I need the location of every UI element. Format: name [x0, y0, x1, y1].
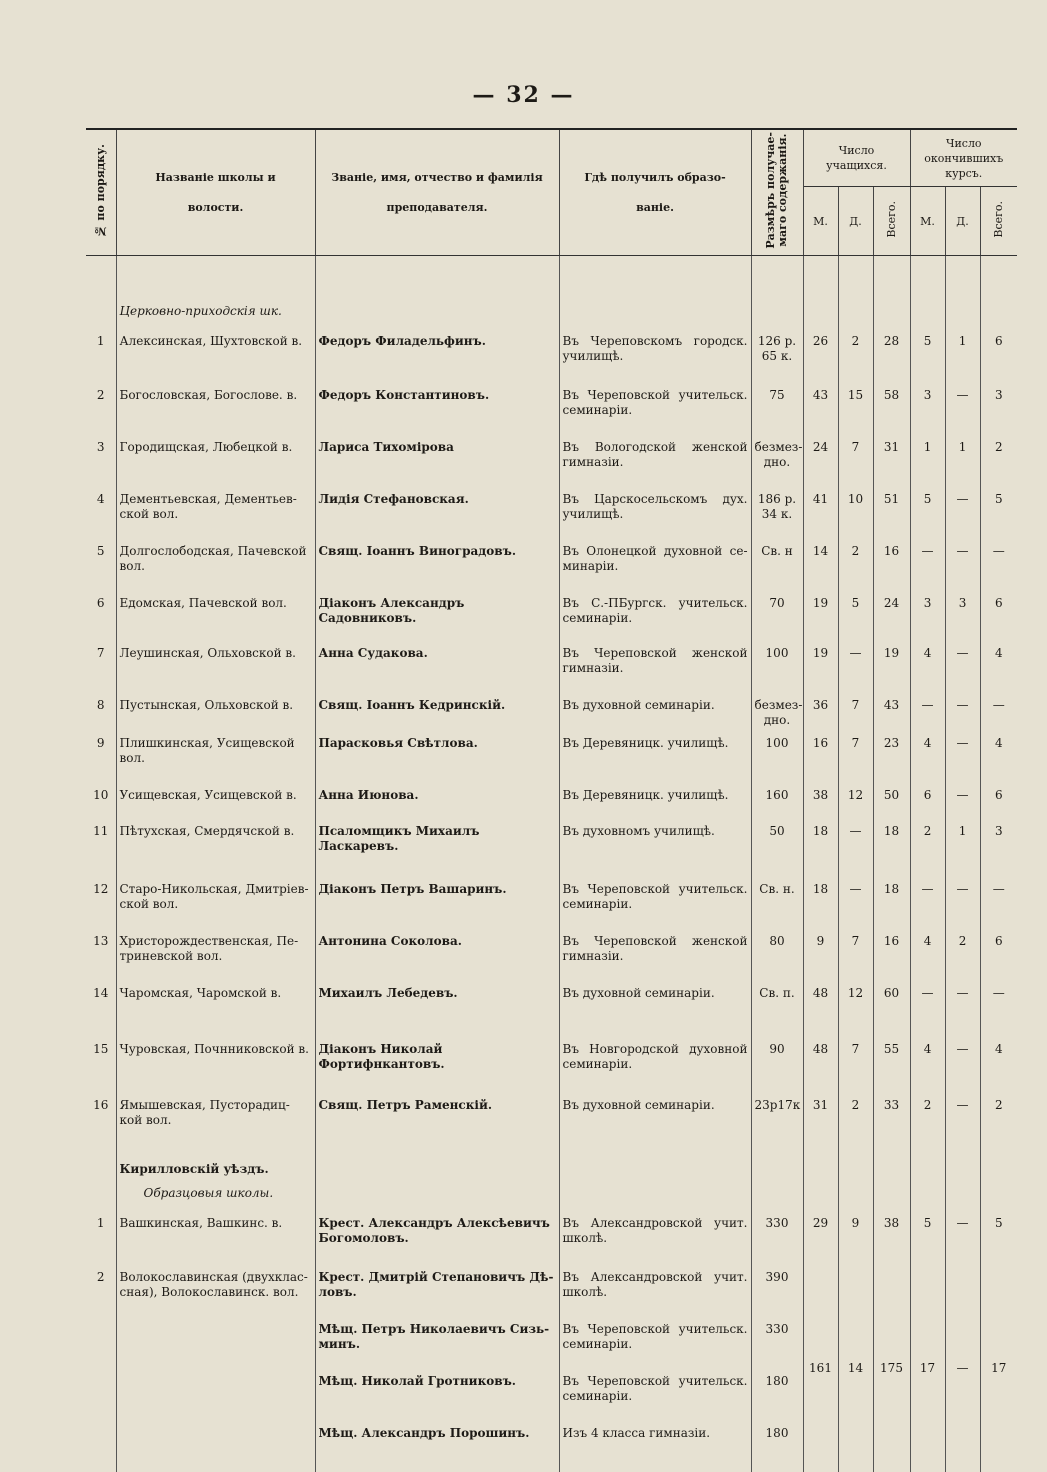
cell-teacher: Мѣщ. Николай Гротниковъ.	[315, 1368, 559, 1420]
table-row	[86, 538, 1017, 590]
cell-edu: Въ Череповской учительск. семинаріи.	[559, 1368, 751, 1420]
cell-sm: 29	[803, 1210, 838, 1264]
cell-salary: 100	[751, 640, 803, 692]
cell-sd: —	[838, 640, 873, 692]
cell-gt: 3	[980, 382, 1017, 434]
cell-edu: Въ духовной семинаріи.	[559, 1092, 751, 1150]
cell-sm: 48	[803, 1036, 838, 1092]
cell-gd: —	[945, 876, 980, 928]
cell-sd: 12	[838, 980, 873, 1036]
cell-st: 28	[873, 328, 910, 382]
cell-school: Волокославинская (двухклас-сная), Волокославинск. вол.	[116, 1264, 315, 1472]
cell-gm: 5	[910, 328, 945, 382]
cell-salary: 330	[751, 1210, 803, 1264]
cell-gd: 3	[945, 590, 980, 640]
cell-gm: 3	[910, 382, 945, 434]
cell-gd: —	[945, 640, 980, 692]
cell-sm: 161	[803, 1264, 838, 1472]
cell-edu: Въ Череповской учительск. семинаріи.	[559, 1316, 751, 1368]
cell-school: Едомская, Пачевской вол.	[116, 590, 315, 640]
header-school: Названіе школы и волости.	[116, 129, 315, 256]
cell-school: Старо-Никольская, Дмитріев-ской вол.	[116, 876, 315, 928]
table-row	[86, 590, 1017, 640]
table-row	[86, 730, 1017, 782]
cell-gm: 4	[910, 928, 945, 980]
cell-st: 38	[873, 1210, 910, 1264]
section-title-model: Образцовыя школы.	[120, 1186, 312, 1201]
cell-teacher: Анна Июнова.	[315, 782, 559, 818]
cell-gm: 3	[910, 590, 945, 640]
table-row	[86, 980, 1017, 1036]
cell-edu: Въ духовномъ училищѣ.	[559, 818, 751, 876]
cell-sm: 18	[803, 876, 838, 928]
cell-gd: 1	[945, 434, 980, 486]
cell-teacher: Діаконъ Петръ Вашаринъ.	[315, 876, 559, 928]
cell-n: 13	[86, 928, 116, 980]
header-students-total: Всего.	[873, 187, 910, 256]
cell-gm: —	[910, 538, 945, 590]
cell-edu: Въ Череповской женской гимназіи.	[559, 928, 751, 980]
table-row	[86, 782, 1017, 818]
cell-n: 5	[86, 538, 116, 590]
cell-sd: 2	[838, 538, 873, 590]
cell-sd: 7	[838, 692, 873, 730]
cell-school: Долгослободская, Пачевской вол.	[116, 538, 315, 590]
cell-gm: 2	[910, 1092, 945, 1150]
table-row	[86, 928, 1017, 980]
cell-teacher: Свящ. Іоаннъ Кедринскій.	[315, 692, 559, 730]
cell-edu: Въ духовной семинаріи.	[559, 692, 751, 730]
cell-n: 2	[86, 382, 116, 434]
cell-st: 58	[873, 382, 910, 434]
cell-sd: 14	[838, 1264, 873, 1472]
cell-sd: 2	[838, 328, 873, 382]
cell-edu: Въ Деревяницк. училищѣ.	[559, 730, 751, 782]
cell-teacher: Мѣщ. Петръ Николаевичъ Сизь-минъ.	[315, 1316, 559, 1368]
cell-school: Пустынская, Ольховской в.	[116, 692, 315, 730]
cell-gt: 5	[980, 486, 1017, 538]
header-students: Число учащихся.	[803, 129, 910, 187]
cell-n: 8	[86, 692, 116, 730]
cell-teacher: Крест. Александръ Алексѣевичъ Богомоловъ.	[315, 1210, 559, 1264]
table-header	[86, 129, 1017, 256]
cell-sd: —	[838, 818, 873, 876]
page-number: — 32 —	[0, 82, 1047, 108]
cell-gm: 17	[910, 1264, 945, 1472]
cell-gm: —	[910, 692, 945, 730]
cell-st: 55	[873, 1036, 910, 1092]
cell-sd: 5	[838, 590, 873, 640]
cell-teacher: Федоръ Константиновъ.	[315, 382, 559, 434]
cell-salary: 126 р. 65 к.	[751, 328, 803, 382]
cell-st: 16	[873, 928, 910, 980]
cell-sm: 18	[803, 818, 838, 876]
cell-st: 175	[873, 1264, 910, 1472]
cell-sm: 24	[803, 434, 838, 486]
cell-gt: 5	[980, 1210, 1017, 1264]
cell-school: Дементьевская, Дементьев-ской вол.	[116, 486, 315, 538]
table-row	[86, 1036, 1017, 1092]
table-body	[86, 256, 1017, 1472]
cell-salary: 50	[751, 818, 803, 876]
cell-n: 3	[86, 434, 116, 486]
cell-salary: 23р17к	[751, 1092, 803, 1150]
cell-teacher: Михаилъ Лебедевъ.	[315, 980, 559, 1036]
cell-sd: 7	[838, 730, 873, 782]
cell-sd: 9	[838, 1210, 873, 1264]
cell-salary: безмез-дно.	[751, 434, 803, 486]
cell-gt: 3	[980, 818, 1017, 876]
header-salary: Размѣръ получае- маго содержанія.	[751, 129, 803, 256]
cell-gd: 1	[945, 328, 980, 382]
cell-n: 15	[86, 1036, 116, 1092]
cell-edu: Въ Александровской учит. школѣ.	[559, 1210, 751, 1264]
cell-st: 18	[873, 818, 910, 876]
header-num: № по порядку.	[86, 129, 116, 256]
cell-gm: 6	[910, 782, 945, 818]
cell-gt: —	[980, 980, 1017, 1036]
cell-salary: 186 р. 34 к.	[751, 486, 803, 538]
cell-edu: Въ Царскосельскомъ дух. училищѣ.	[559, 486, 751, 538]
cell-sd: 12	[838, 782, 873, 818]
cell-teacher: Діаконъ Александръ Садовниковъ.	[315, 590, 559, 640]
table-row	[86, 1264, 1017, 1316]
cell-gt: 4	[980, 640, 1017, 692]
cell-n: 1	[86, 1210, 116, 1264]
cell-sd: 7	[838, 928, 873, 980]
cell-st: 50	[873, 782, 910, 818]
cell-salary: 180	[751, 1368, 803, 1420]
cell-salary: 160	[751, 782, 803, 818]
table-row	[86, 328, 1017, 382]
header-graduates-d: Д.	[945, 187, 980, 256]
cell-teacher: Мѣщ. Александръ Порошинъ.	[315, 1420, 559, 1472]
cell-gd: —	[945, 382, 980, 434]
cell-n: 11	[86, 818, 116, 876]
cell-edu: Въ Череповской учительск. семинаріи.	[559, 382, 751, 434]
cell-teacher: Діаконъ Николай Фортифнкантовъ.	[315, 1036, 559, 1092]
cell-school: Ямышевская, Пусторадиц-кой вол.	[116, 1092, 315, 1150]
cell-st: 60	[873, 980, 910, 1036]
cell-gd: —	[945, 538, 980, 590]
cell-n: 14	[86, 980, 116, 1036]
table-row	[86, 640, 1017, 692]
cell-n: 9	[86, 730, 116, 782]
cell-n: 10	[86, 782, 116, 818]
cell-gt: 6	[980, 328, 1017, 382]
cell-gt: 6	[980, 928, 1017, 980]
cell-sm: 9	[803, 928, 838, 980]
cell-gd: 2	[945, 928, 980, 980]
schools-table	[86, 128, 1017, 1472]
cell-gt: 2	[980, 434, 1017, 486]
cell-gm: 4	[910, 730, 945, 782]
cell-gm: 1	[910, 434, 945, 486]
cell-teacher: Анна Судакова.	[315, 640, 559, 692]
cell-teacher: Лидія Стефановская.	[315, 486, 559, 538]
cell-teacher: Крест. Дмитрій Степановичъ Дѣ-ловъ.	[315, 1264, 559, 1316]
cell-teacher: Федоръ Филадельфинъ.	[315, 328, 559, 382]
header-graduates-m: М.	[910, 187, 945, 256]
cell-edu: Въ Череповской женской гимназіи.	[559, 640, 751, 692]
cell-salary: Св. п.	[751, 980, 803, 1036]
cell-salary: 90	[751, 1036, 803, 1092]
cell-gm: 5	[910, 486, 945, 538]
header-graduates: Число окончившихъ курсъ.	[910, 129, 1017, 187]
cell-sm: 43	[803, 382, 838, 434]
cell-sd: 2	[838, 1092, 873, 1150]
cell-edu: Въ Череповской учительск. семинаріи.	[559, 876, 751, 928]
section-row	[86, 1186, 1017, 1210]
cell-edu: Въ С.-ПБургск. учительск. семинаріи.	[559, 590, 751, 640]
cell-gt: 4	[980, 1036, 1017, 1092]
cell-sd: 15	[838, 382, 873, 434]
cell-salary: безмез-дно.	[751, 692, 803, 730]
cell-school: Вашкинская, Вашкинс. в.	[116, 1210, 315, 1264]
cell-teacher: Парасковья Свѣтлова.	[315, 730, 559, 782]
cell-edu: Въ Вологодской женской гимназіи.	[559, 434, 751, 486]
header-education: Гдѣ получилъ образо- ваніе.	[559, 129, 751, 256]
cell-gm: 4	[910, 640, 945, 692]
cell-sd: 7	[838, 1036, 873, 1092]
cell-st: 18	[873, 876, 910, 928]
cell-teacher: Антонина Соколова.	[315, 928, 559, 980]
cell-salary: 70	[751, 590, 803, 640]
cell-sm: 19	[803, 590, 838, 640]
cell-gt: 4	[980, 730, 1017, 782]
cell-gm: 4	[910, 1036, 945, 1092]
cell-n: 7	[86, 640, 116, 692]
cell-sm: 38	[803, 782, 838, 818]
cell-gd: —	[945, 980, 980, 1036]
cell-school: Чуровская, Почнниковской в.	[116, 1036, 315, 1092]
section-title-parish: Церковно-приходскія шк.	[120, 290, 312, 319]
cell-st: 19	[873, 640, 910, 692]
table-row	[86, 818, 1017, 876]
cell-gd: —	[945, 1036, 980, 1092]
cell-gt: 2	[980, 1092, 1017, 1150]
cell-gm: —	[910, 876, 945, 928]
spacer-row	[86, 256, 1017, 291]
cell-sm: 31	[803, 1092, 838, 1150]
cell-gt: —	[980, 538, 1017, 590]
cell-salary: 390	[751, 1264, 803, 1316]
cell-gd: —	[945, 1210, 980, 1264]
cell-gd: —	[945, 692, 980, 730]
cell-gm: 2	[910, 818, 945, 876]
cell-sm: 26	[803, 328, 838, 382]
cell-sm: 19	[803, 640, 838, 692]
header-students-d: Д.	[838, 187, 873, 256]
cell-school: Усищевская, Усищевской в.	[116, 782, 315, 818]
cell-gd: —	[945, 1264, 980, 1472]
header-students-m: М.	[803, 187, 838, 256]
cell-gm: —	[910, 980, 945, 1036]
cell-teacher: Свящ. Іоаннъ Виноградовъ.	[315, 538, 559, 590]
cell-st: 31	[873, 434, 910, 486]
cell-school: Пѣтухская, Смердячской в.	[116, 818, 315, 876]
cell-teacher: Псаломщикъ Михаилъ Ласкаревъ.	[315, 818, 559, 876]
table-row	[86, 382, 1017, 434]
cell-edu: Въ Александровской учит. школѣ.	[559, 1264, 751, 1316]
header-graduates-total: Всего.	[980, 187, 1017, 256]
cell-school: Алексинская, Шухтовской в.	[116, 328, 315, 382]
cell-sd: 10	[838, 486, 873, 538]
cell-gt: 17	[980, 1264, 1017, 1472]
table-row	[86, 876, 1017, 928]
cell-salary: 330	[751, 1316, 803, 1368]
cell-gd: 1	[945, 818, 980, 876]
cell-st: 51	[873, 486, 910, 538]
cell-st: 43	[873, 692, 910, 730]
cell-gd: —	[945, 486, 980, 538]
cell-school: Чаромская, Чаромской в.	[116, 980, 315, 1036]
cell-school: Городищская, Любецкой в.	[116, 434, 315, 486]
cell-gd: —	[945, 1092, 980, 1150]
cell-edu: Въ Череповскомъ городск. училищѣ.	[559, 328, 751, 382]
cell-salary: Св. н	[751, 538, 803, 590]
cell-gd: —	[945, 782, 980, 818]
cell-gt: —	[980, 692, 1017, 730]
cell-st: 23	[873, 730, 910, 782]
cell-teacher: Свящ. Петръ Раменскій.	[315, 1092, 559, 1150]
cell-gd: —	[945, 730, 980, 782]
school-table-frame	[86, 128, 1018, 1360]
cell-gm: 5	[910, 1210, 945, 1264]
cell-n: 12	[86, 876, 116, 928]
cell-edu: Въ Деревяницк. училищѣ.	[559, 782, 751, 818]
cell-edu: Въ Олонецкой духовной се-минаріи.	[559, 538, 751, 590]
cell-sm: 36	[803, 692, 838, 730]
cell-gt: —	[980, 876, 1017, 928]
cell-sd: 7	[838, 434, 873, 486]
cell-school: Богословская, Богослове. в.	[116, 382, 315, 434]
table-row	[86, 434, 1017, 486]
section-row	[86, 1150, 1017, 1186]
cell-salary: Св. н.	[751, 876, 803, 928]
cell-edu: Изъ 4 класса гимназіи.	[559, 1420, 751, 1472]
cell-teacher: Лариса Тихомірова	[315, 434, 559, 486]
table-row	[86, 692, 1017, 730]
cell-gt: 6	[980, 590, 1017, 640]
cell-n: 1	[86, 328, 116, 382]
cell-st: 33	[873, 1092, 910, 1150]
cell-sm: 41	[803, 486, 838, 538]
cell-school: Плишкинская, Усищевской вол.	[116, 730, 315, 782]
table-row	[86, 1092, 1017, 1150]
cell-school: Леушинская, Ольховской в.	[116, 640, 315, 692]
table-row	[86, 1210, 1017, 1264]
cell-salary: 80	[751, 928, 803, 980]
table-row	[86, 486, 1017, 538]
cell-n: 16	[86, 1092, 116, 1150]
cell-sm: 14	[803, 538, 838, 590]
cell-n: 2	[86, 1264, 116, 1472]
cell-salary: 75	[751, 382, 803, 434]
cell-school: Христорождественская, Пе-триневской вол.	[116, 928, 315, 980]
cell-n: 4	[86, 486, 116, 538]
cell-edu: Въ духовной семинаріи.	[559, 980, 751, 1036]
cell-sm: 16	[803, 730, 838, 782]
cell-sd: —	[838, 876, 873, 928]
section-row	[86, 290, 1017, 328]
cell-salary: 100	[751, 730, 803, 782]
header-teacher: Званіе, имя, отчество и фамилія преподавателя.	[315, 129, 559, 256]
cell-st: 24	[873, 590, 910, 640]
cell-edu: Въ Новгородской духовной семинаріи.	[559, 1036, 751, 1092]
cell-n: 6	[86, 590, 116, 640]
cell-st: 16	[873, 538, 910, 590]
cell-gt: 6	[980, 782, 1017, 818]
cell-sm: 48	[803, 980, 838, 1036]
cell-salary: 180	[751, 1420, 803, 1472]
district-title: Кирилловскій уѣздъ.	[120, 1150, 312, 1177]
